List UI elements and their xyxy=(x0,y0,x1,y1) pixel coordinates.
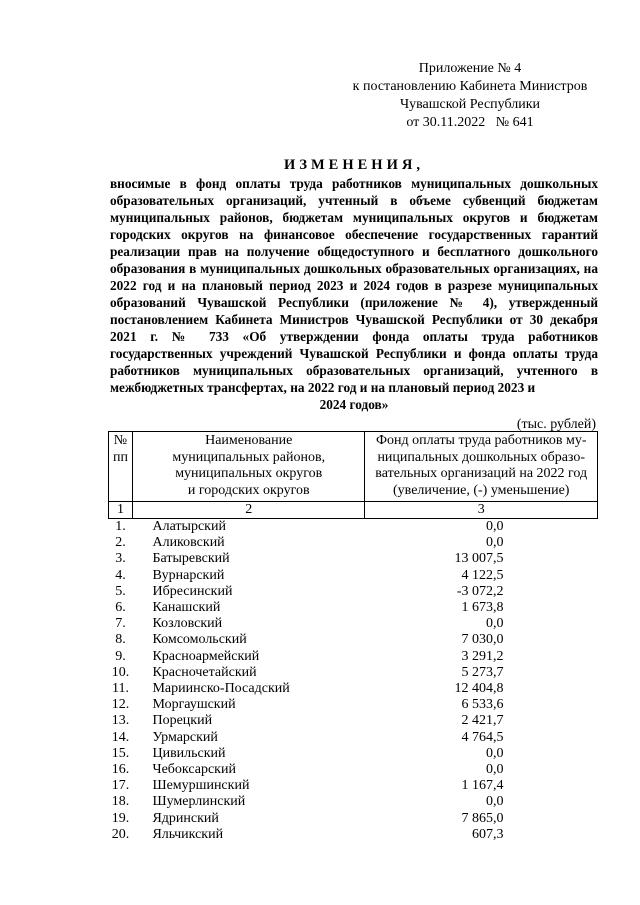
funds-table xyxy=(108,431,598,843)
row-number: 10. xyxy=(111,664,130,680)
row-number: 14. xyxy=(111,729,130,745)
units-label: (тыс. рублей) xyxy=(516,417,596,432)
municipality-name: Порецкий xyxy=(152,713,213,729)
row-number: 8. xyxy=(115,632,126,648)
fund-change-value: 7 030,0 xyxy=(461,632,504,648)
row-number: 3. xyxy=(115,551,126,567)
row-number: 15. xyxy=(111,745,130,761)
municipality-name: Ибресинский xyxy=(152,583,233,599)
municipality-name: Цивильский xyxy=(152,745,226,761)
column-index-row xyxy=(109,502,598,519)
fund-change-value: 6 533,6 xyxy=(461,697,504,713)
row-number: 20. xyxy=(111,826,130,842)
table-row xyxy=(109,730,598,746)
fund-change-value: 2 421,7 xyxy=(461,713,504,729)
table-row xyxy=(109,584,598,600)
table-row xyxy=(109,665,598,681)
table-row xyxy=(109,746,598,762)
municipality-name: Аликовский xyxy=(152,535,225,551)
row-number: 2. xyxy=(115,535,126,551)
table-row xyxy=(109,568,598,584)
document-heading: ИЗМЕНЕНИЯ, xyxy=(284,157,424,173)
row-number: 11. xyxy=(111,681,129,697)
appendix-date: от 30.11.2022 № 641 xyxy=(406,115,534,130)
municipality-name: Красноармейский xyxy=(152,648,260,664)
appendix-title: Приложение № 4 xyxy=(418,61,522,76)
municipality-name: Вурнарский xyxy=(152,567,225,583)
table-row xyxy=(109,811,598,827)
document-intro xyxy=(110,175,598,413)
municipality-name: Алатырский xyxy=(152,519,226,534)
fund-change-value: 12 404,8 xyxy=(454,681,504,697)
row-number: 4. xyxy=(115,567,126,583)
fund-change-value: 607,3 xyxy=(472,826,504,842)
fund-change-value: 3 291,2 xyxy=(461,648,504,664)
column-index: 1 xyxy=(109,502,133,519)
fund-change-value: 13 007,5 xyxy=(454,551,504,567)
municipality-name: Яльчикский xyxy=(152,826,224,842)
row-number: 17. xyxy=(111,778,130,794)
table-header-row xyxy=(109,432,598,502)
table-row xyxy=(109,827,598,843)
fund-change-value: 7 865,0 xyxy=(461,810,504,826)
appendix-decree: к постановлению Кабинета Министров xyxy=(352,79,588,94)
row-number: 13. xyxy=(111,713,130,729)
fund-change-value: 0,0 xyxy=(486,519,504,534)
municipality-name: Комсомольский xyxy=(152,632,247,648)
intro-text: вносимые в фонд оплаты труда работников муниципальных дошкольных образовательных организаций, учтенный в объеме субвенций бюджетам муниципальных районов, бюджетам муниципальных округов и бюджетам городских округов на финансовое обеспечение государственных гарантий реализации прав на получение общедоступного и бесплатного дошкольного образования в муниципальных дошкольных образовательных организациях, на 2022 год и на плановый период 2023 и 2024 годов в разрезе муниципальных образований Чувашской Республики (приложение № 4), утвержденный постановлением Кабинета Министров Чувашской Республики от 30 декабря 2021 г. № 733 «Об утверждении фонда оплаты труда работников государственных учреждений Чувашской Республики и фонда оплаты труда работников муниципальных образовательных организаций, учтенного в межбюджетных трансфертах, на 2022 год и на плановый период 2023 и xyxy=(110,176,598,395)
appendix-block xyxy=(340,60,600,132)
fund-change-value: 1 673,8 xyxy=(461,600,504,616)
table-row xyxy=(109,649,598,665)
table-row xyxy=(109,681,598,697)
municipality-name: Ядринский xyxy=(152,810,219,826)
row-number: 18. xyxy=(111,794,130,810)
row-number: 12. xyxy=(111,697,130,713)
municipality-name: Козловский xyxy=(152,616,223,632)
table-row xyxy=(109,535,598,551)
municipality-name: Мариинско-Посадский xyxy=(152,681,290,697)
fund-change-value: 1 167,4 xyxy=(461,778,504,794)
row-number: 7. xyxy=(115,616,126,632)
table-row xyxy=(109,713,598,729)
appendix-republic: Чувашской Республики xyxy=(399,97,541,112)
municipality-name: Канашский xyxy=(152,600,221,616)
row-number: 5. xyxy=(115,583,126,599)
row-number: 16. xyxy=(111,762,130,778)
municipality-name: Урмарский xyxy=(152,729,218,745)
fund-change-value: 0,0 xyxy=(486,745,504,761)
row-number: 9. xyxy=(115,648,126,664)
column-index: 3 xyxy=(365,502,598,519)
municipality-name: Красночетайский xyxy=(152,664,257,680)
municipality-name: Шемуршинский xyxy=(152,778,250,794)
table-row xyxy=(109,632,598,648)
intro-last-line: 2024 годов» xyxy=(319,397,389,412)
table-row xyxy=(109,616,598,632)
fund-change-value: 0,0 xyxy=(486,762,504,778)
table-row xyxy=(109,778,598,794)
table-row xyxy=(109,519,598,536)
table-row xyxy=(109,697,598,713)
header-number: № пп xyxy=(109,432,133,502)
fund-change-value: 0,0 xyxy=(486,794,504,810)
fund-change-value: 4 764,5 xyxy=(461,729,504,745)
municipality-name: Батыревский xyxy=(152,551,230,567)
row-number: 1. xyxy=(115,519,126,534)
municipality-name: Шумерлинский xyxy=(152,794,246,810)
table-row xyxy=(109,600,598,616)
row-number: 19. xyxy=(111,810,130,826)
column-index: 2 xyxy=(132,502,365,519)
municipality-name: Моргаушский xyxy=(152,697,236,713)
header-fund: Фонд оплаты труда работников му- ниципальных дошкольных образо- вательных организаций на 2022 год (увеличение, (-) уменьшение) xyxy=(365,432,598,502)
fund-change-value: 5 273,7 xyxy=(461,664,504,680)
fund-change-value: 0,0 xyxy=(486,616,504,632)
header-municipality: Наименование муниципальных районов, муниципальных округов и городских округов xyxy=(132,432,365,502)
fund-change-value: -3 072,2 xyxy=(456,583,504,599)
municipality-name: Чебоксарский xyxy=(152,762,236,778)
table-row xyxy=(109,551,598,567)
fund-change-value: 4 122,5 xyxy=(461,567,504,583)
row-number: 6. xyxy=(115,600,126,616)
table-row xyxy=(109,794,598,810)
table-row xyxy=(109,762,598,778)
fund-change-value: 0,0 xyxy=(486,535,504,551)
